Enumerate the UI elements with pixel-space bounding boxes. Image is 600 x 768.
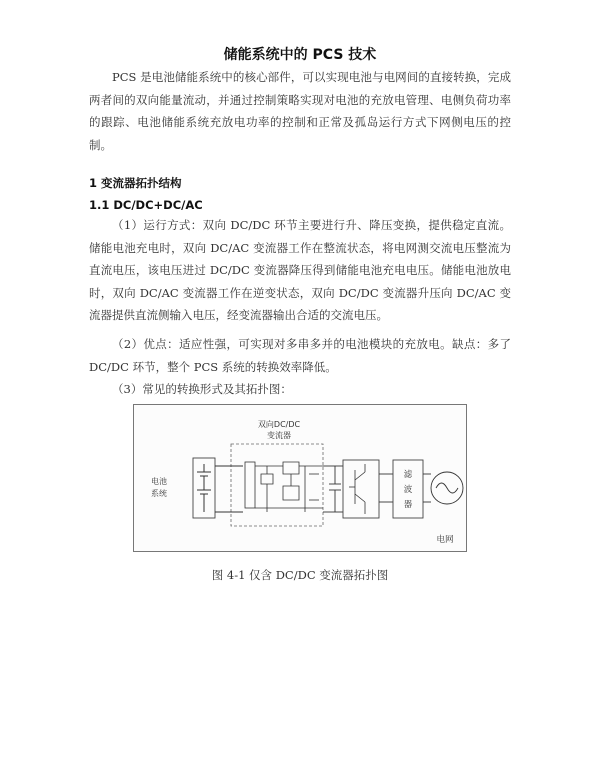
filter-label-line1: 滤 <box>403 470 413 480</box>
intro-paragraph: PCS 是电池储能系统中的核心部件，可以实现电池与电网间的直接转换，完成两者间的双向能量流动，并通过控制策略实现对电池的充放电管理、电侧负荷功率的跟踪、电池储能系统充放电功率的控制和正常及孤岛运行方式下网侧电压的控制。 <box>89 70 511 152</box>
section-heading-1: 1 变流器拓扑结构 <box>89 176 182 190</box>
battery-label-line2: 系统 <box>151 489 167 498</box>
section-heading-1-1: 1.1 DC/DC+DC/AC <box>89 198 203 212</box>
advantages-paragraph: （2）优点：适应性强，可实现对多串多并的电池模块的充放电。缺点：多了 DC/DC 环节，整个 PCS 系统的转换效率降低。 <box>89 337 511 374</box>
document-title: 储能系统中的 PCS 技术 <box>223 47 377 63</box>
filter-label-line2: 波 <box>403 485 413 495</box>
dcdc-label-line1: 双向DC/DC <box>257 420 301 429</box>
dcdc-label-line2: 变流器 <box>267 431 291 440</box>
topology-diagram <box>133 404 467 552</box>
figure-caption: 图 4-1 仅含 DC/DC 变流器拓扑图 <box>211 568 389 582</box>
grid-label: 电网 <box>436 535 454 545</box>
battery-label-line1: 电池 <box>151 477 167 486</box>
filter-label-line3: 器 <box>403 500 413 510</box>
operation-mode-paragraph: （1）运行方式：双向 DC/DC 环节主要进行升、降压变换，提供稳定直流。储能电池充电时，双向 DC/AC 变流器工作在整流状态，将电网测交流电压整流为直流电压，该电压进过 DC/DC 变流器降压得到储能电池充电电压。储能电池放电时，双向 DC/AC 变流器工作在逆变状态，双向 DC/DC 变流器升压向 DC/AC 变流器提供直流侧输入电压，经变流器输出合适的交流电压。 <box>89 218 511 322</box>
conversion-forms-paragraph: （3）常见的转换形式及其拓扑图： <box>112 382 292 396</box>
